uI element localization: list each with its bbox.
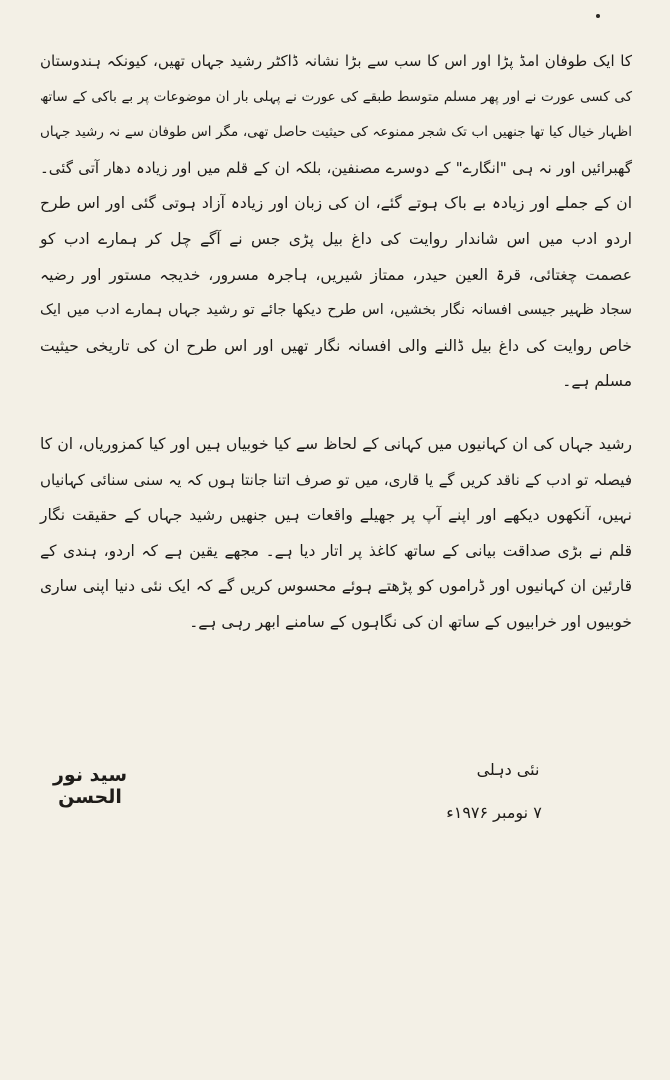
text-line: سجاد ظہیر جیسی افسانہ نگار بخشیں، اس طرح دیکھا جائے تو رشید جہاں ہمارے ادب میں ایک: [40, 302, 632, 319]
text-line: کا ایک طوفان امڈ پڑا اور اس کا سب سے بڑا نشانہ ڈاکٹر رشید جہاں تھیں، کیونکہ ہندوستان: [40, 52, 632, 70]
paragraph-2: [40, 427, 632, 641]
text-line: فیصلہ تو ادب کے ناقد کریں گے یا قاری، میں تو صرف اتنا جانتا ہوں کہ یہ سنی سنائی کہانیاں: [40, 470, 632, 489]
text-line: کی کسی عورت نے اور پھر مسلم متوسط طبقے کی عورت نے پہلی بار ان موضوعات پر بے باکی کے ساتھ: [40, 88, 632, 105]
text-line: عصمت چغتائی، قرۃ العین حیدر، ممتاز شیریں، ہاجرہ مسرور، خدیجہ مستور اور رضیہ: [40, 265, 632, 284]
text-line: قلم نے بڑی صداقت بیانی کے ساتھ کاغذ پر اتار دیا ہے۔ مجھے یقین ہے کہ اردو، ہندی کے: [40, 541, 632, 560]
text-line: ان کے جملے اور زیادہ بے باک ہوتے گئے، ان کی زبان اور زیادہ آزاد ہوتی گئی اور اس طرح: [40, 194, 632, 213]
text-line: اردو ادب میں اس شاندار روایت کی داغ بیل پڑی جس نے آگے چل کر ہمارے ادب کو: [40, 229, 632, 248]
page-dot: [596, 14, 600, 18]
text-line: رشید جہاں کی ان کہانیوں میں کہانی کے لحاظ سے کیا خوبیاں ہیں اور کیا کمزوریاں، ان کا: [40, 434, 632, 453]
text-line: خاص روایت کی داغ بیل ڈالنے والی افسانہ نگار تھیں اور اس طرح ان کی تاریخی حیثیت: [40, 336, 632, 355]
text-line: اظہار خیال کیا تھا جنھیں اب تک شجر ممنوعہ کی حیثیت حاصل تھی، مگر اس طوفان سے نہ رشید جہاں: [40, 124, 632, 141]
paragraph-1: [40, 44, 632, 400]
text-line: مسلم ہے۔: [562, 372, 632, 391]
text-line: خوبیوں اور خرابیوں کے ساتھ ان کی نگاہوں کے سامنے ابھر رہی ہے۔: [189, 612, 632, 631]
body-text: [40, 44, 632, 641]
text-line: قارئین ان کہانیوں اور ڈراموں کو پڑھتے ہوئے محسوس کریں گے کہ ایک نئی دنیا اپنی ساری: [40, 577, 632, 596]
paragraph-gap: [40, 400, 632, 427]
signature-place: نئی دہلی: [476, 760, 540, 779]
author-signature: سید نور الحسن: [52, 764, 127, 808]
text-line: نہیں، آنکھوں دیکھے اور اپنے آپ پر جھیلے واقعات ہیں جنھیں رشید جہاں کے حقیقت نگار: [40, 506, 632, 525]
text-line: گھبرائیں اور نہ ہی "انگارے" کے دوسرے مصنفین، بلکہ ان کے قلم میں اور زیادہ دھار آتی گئی۔: [40, 158, 632, 177]
signature-date: ۷ نومبر ۱۹۷۶ء: [446, 803, 542, 822]
